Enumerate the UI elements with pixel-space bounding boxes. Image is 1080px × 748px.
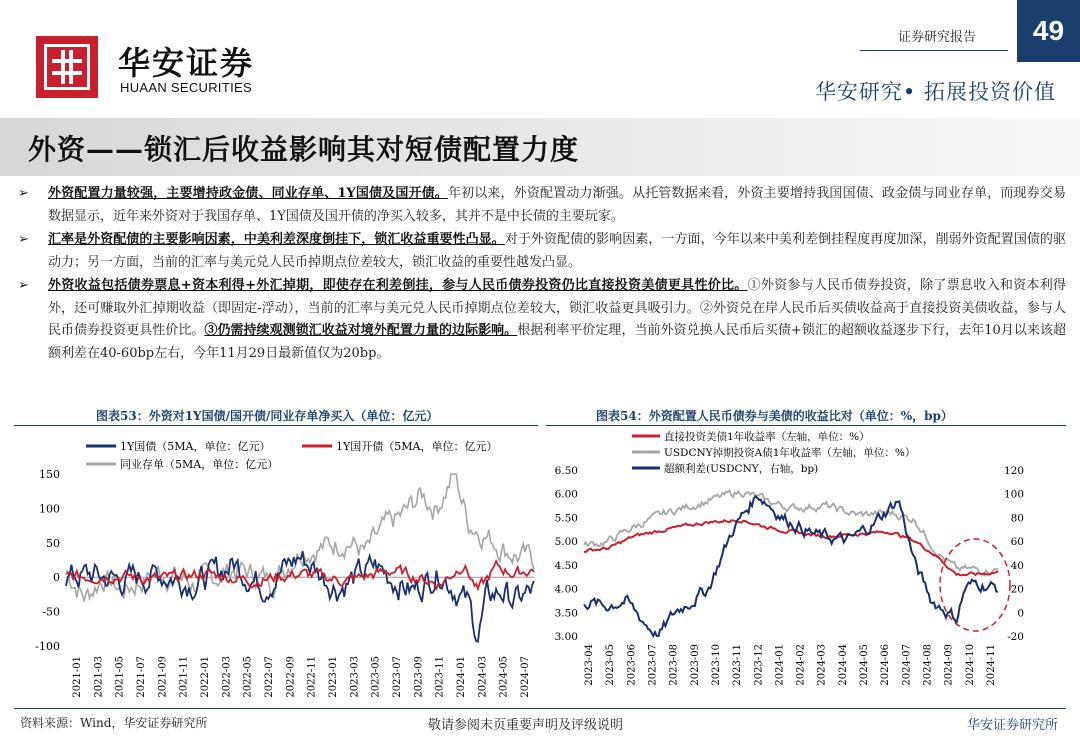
chart-title: 图表54：外资配置人民币债券与美债的收益比对（单位：%，bp）	[596, 409, 953, 423]
y-left-tick-label: 4.50	[554, 559, 578, 572]
x-tick-label: 2024-08	[922, 644, 934, 686]
arrow-icon: ➢	[18, 278, 29, 293]
legend	[86, 439, 497, 471]
plot-area	[66, 474, 534, 642]
x-tick-label: 2024-05	[498, 656, 510, 698]
x-tick-label: 2024-05	[859, 644, 871, 686]
x-tick-label: 2024-03	[477, 656, 489, 698]
x-tick-label: 2023-06	[626, 644, 638, 686]
x-tick-label: 2021-01	[72, 656, 83, 698]
chart-divider	[546, 425, 1066, 426]
bullet-lead: 汇率是外资配债的主要影响因素，中美利差深度倒挂下，锁汇收益重要性凸显。	[48, 232, 505, 247]
x-tick-label: 2024-03	[816, 644, 828, 686]
x-tick-label: 2023-10	[710, 644, 722, 686]
y-right-tick-label: 20	[1010, 583, 1024, 596]
chart-divider	[14, 425, 538, 426]
x-tick-label: 2024-07	[901, 644, 913, 686]
x-tick-label: 2023-04	[584, 644, 595, 686]
x-tick-label: 2023-11	[434, 656, 446, 698]
y-right-tick-label: 40	[1010, 559, 1024, 572]
x-tick-label: 2023-05	[370, 656, 382, 698]
bullet-text: 年初以来，外资配置动力渐强。从托管数据来看，外资主要增持我国国债、政金债与同业存单，而现券交易数据显示，近年来外资对于我国存单、1Y国债及国开债的净买入较多，其并不是中长债的主要玩家。	[48, 186, 1066, 224]
x-tick-label: 2022-07	[264, 656, 275, 698]
y-left-tick-label: 6.50	[554, 465, 578, 477]
x-tick-label: 2022-01	[200, 656, 211, 698]
y-tick-label: -50	[42, 605, 60, 619]
arrow-icon: ➢	[18, 232, 29, 247]
brand-name-cn: 华安证券	[118, 44, 255, 82]
footer-divider	[14, 708, 1066, 709]
y-tick-label: 50	[46, 536, 60, 550]
x-tick-label: 2024-10	[964, 644, 976, 686]
bullet-item	[14, 183, 1066, 228]
y-left-tick-label: 5.50	[554, 512, 578, 525]
x-axis	[584, 644, 997, 686]
highlight-circle	[940, 539, 1010, 631]
report-label: 证券研究报告	[898, 30, 977, 45]
bullet-lead: ③仍需持续观测锁汇收益对境外配置力量的边际影响。	[204, 323, 518, 338]
legend-label: 直接投资美债1年收益率（左轴，单位：%）	[664, 431, 870, 443]
disclaimer: 敬请参阅末页重要声明及评级说明	[428, 718, 624, 733]
x-tick-label: 2022-09	[285, 656, 297, 698]
bullet-lead: 外资收益包括债券票息+资本利得+外汇掉期，即使存在利差倒挂，参与人民币债券投资仍比直接投资美债更具性价比。	[48, 278, 748, 293]
y-tick-label: 0	[53, 571, 60, 585]
y-left-tick-label: 5.00	[554, 536, 578, 549]
y-left-tick-label: 4.00	[554, 583, 578, 596]
x-tick-label: 2024-11	[986, 644, 997, 686]
x-tick-label: 2024-04	[837, 644, 849, 686]
y-left-tick-label: 6.00	[554, 488, 578, 501]
y-right-tick-label: 60	[1010, 536, 1024, 549]
bullet-item	[14, 229, 1066, 274]
x-tick-label: 2021-03	[93, 656, 105, 698]
chart-yield-compare	[546, 428, 1068, 710]
x-axis	[72, 656, 531, 698]
x-tick-label: 2021-11	[178, 656, 190, 698]
footer-org: 华安证券研究所	[966, 718, 1058, 733]
y-left-tick-label: 3.50	[554, 607, 578, 620]
x-tick-label: 2021-09	[157, 656, 169, 698]
bullet-list	[14, 183, 1066, 366]
legend-label: 超额利差(USDCNY，右轴，bp)	[664, 463, 819, 475]
series-line-red_pct	[584, 520, 998, 575]
x-tick-label: 2021-07	[136, 656, 147, 698]
chart-title: 图表53：外资对1Y国债/国开债/同业存单净买入（单位：亿元）	[96, 409, 439, 423]
x-tick-label: 2024-06	[880, 644, 892, 686]
x-tick-label: 2023-07	[392, 656, 403, 698]
x-tick-label: 2024-02	[795, 644, 807, 686]
y-right-tick-label: -20	[1007, 631, 1024, 643]
logo-icon	[36, 36, 98, 98]
bullet-text: 对于外资配债的影响因素，一方面，今年以来中美利差倒挂程度再度加深，削弱外资配置国债的驱动力；另一方面，当前的汇率与美元兑人民币掉期点位差较大，锁汇收益的重要性越发凸显。	[48, 232, 1066, 270]
y-right-tick-label: 120	[1003, 465, 1024, 477]
slogan: 华安研究• 拓展投资价值	[814, 80, 1056, 104]
page-number: 49	[1017, 0, 1080, 62]
y-tick-label: 150	[39, 468, 60, 481]
x-tick-label: 2023-08	[668, 644, 680, 686]
legend-label: 同业存单（5MA，单位：亿元）	[120, 458, 279, 471]
x-tick-label: 2021-05	[114, 656, 126, 698]
chart-foreign-net-buy	[14, 428, 540, 710]
x-tick-label: 2023-01	[328, 656, 339, 698]
legend	[632, 430, 915, 475]
y-tick-label: 100	[39, 502, 60, 516]
source-note: 资料来源：Wind，华安证券研究所	[20, 716, 208, 730]
bullet-text: ①外资参与人民币债券投资，除了票息收入和资本利得外，还可赚取外汇掉期收益（即固定-浮动），当前的汇率与美元兑人民币掉期点位差较大，锁汇收益更具吸引力。②外资兑在岸人民币后买债收益高于直接投资美债收益，参与人民币债券投资更具性价比。	[48, 278, 1066, 338]
series-line-navy_bp	[584, 496, 998, 636]
x-tick-label: 2023-09	[413, 656, 425, 698]
page-title: 外资——锁汇后收益影响其对短债配置力度	[28, 133, 580, 166]
legend-label: 1Y国债（5MA，单位：亿元）	[120, 440, 271, 453]
arrow-icon: ➢	[18, 186, 29, 201]
legend-label: USDCNY掉期投资A债1年收益率（左轴，单位：%）	[664, 447, 916, 459]
x-tick-label: 2024-01	[774, 644, 786, 686]
x-tick-label: 2024-07	[520, 656, 531, 698]
series-line-navy	[66, 551, 534, 641]
x-tick-label: 2023-07	[647, 644, 659, 686]
x-tick-label: 2023-03	[349, 656, 361, 698]
x-tick-label: 2024-09	[943, 644, 955, 686]
y-tick-label: -100	[35, 640, 60, 653]
y-right-tick-label: 0	[1017, 607, 1024, 620]
x-tick-label: 2023-12	[753, 644, 765, 686]
y-right-tick-label: 80	[1010, 512, 1024, 525]
plot-area	[584, 491, 998, 636]
y-left-tick-label: 3.00	[554, 631, 578, 643]
header-divider	[860, 50, 1008, 51]
x-tick-label: 2023-05	[605, 644, 617, 686]
x-tick-label: 2024-01	[456, 656, 467, 698]
bullet-item	[14, 275, 1066, 365]
x-tick-label: 2023-09	[689, 644, 701, 686]
brand-name-en: HUAAN SECURITIES	[120, 80, 252, 95]
legend-label: 1Y国开债（5MA，单位：亿元）	[336, 440, 498, 453]
x-tick-label: 2023-11	[732, 644, 744, 686]
x-tick-label: 2022-03	[221, 656, 233, 698]
x-tick-label: 2022-11	[306, 656, 318, 698]
x-tick-label: 2022-05	[242, 656, 254, 698]
y-right-tick-label: 100	[1003, 488, 1024, 501]
bullet-lead: 外资配置力量较强，主要增持政金债、同业存单、1Y国债及国开债。	[48, 186, 448, 201]
bullet-text: 根据利率平价定理，当前外资兑换人民币后买债+锁汇的超额收益逐步下行，去年10月以来该超额利差在40-60bp左右，今年11月29日最新值仅为20bp。	[48, 323, 1066, 361]
